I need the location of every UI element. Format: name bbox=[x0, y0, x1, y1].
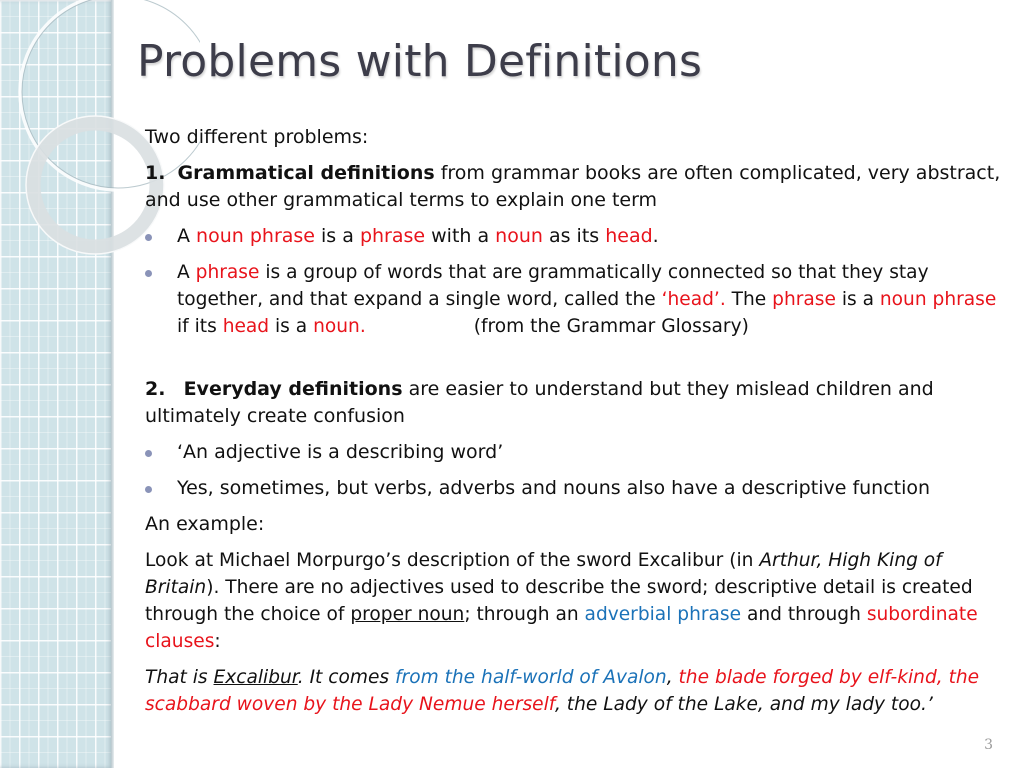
text-run: , bbox=[666, 667, 679, 688]
term-proper-noun: proper noun bbox=[350, 604, 465, 625]
text-run: ). There are no adjectives used to describe the sword; descriptive detail is created through the choice of bbox=[145, 577, 973, 625]
term-adverbial-phrase: adverbial phrase bbox=[584, 604, 742, 625]
example-paragraph bbox=[145, 547, 1005, 655]
text-run: That is bbox=[145, 667, 214, 688]
text-run: , the Lady of the Lake, and my lady too.’ bbox=[554, 694, 933, 715]
quote-subordinate-clauses: the blade forged by elf-kind, the scabbard woven by the Lady Nemue herself bbox=[145, 667, 980, 715]
term-phrase: phrase bbox=[772, 289, 836, 310]
text-run: is a bbox=[314, 225, 360, 247]
term-phrase: phrase bbox=[195, 262, 260, 283]
text-run: if its bbox=[177, 316, 223, 337]
section-1-text: from grammar books are often complicated, very abstract, and use other grammatical terms to explain one term bbox=[145, 162, 1001, 211]
page-number: 3 bbox=[984, 737, 993, 753]
bullet-dot-icon bbox=[145, 450, 152, 457]
slide-body bbox=[145, 124, 1005, 727]
text-run: . bbox=[652, 225, 659, 247]
bullet-dot-icon bbox=[145, 234, 152, 241]
source-citation: (from the Grammar Glossary) bbox=[473, 316, 749, 337]
section-2-heading: Everyday definitions bbox=[183, 378, 403, 400]
example-label: An example: bbox=[145, 513, 265, 535]
quote-adverbial-phrase: from the half-world of Avalon bbox=[395, 667, 667, 688]
excalibur-quote bbox=[145, 664, 1005, 718]
section-1-heading: Grammatical definitions bbox=[177, 162, 435, 184]
section-1-bullet-1 bbox=[145, 223, 1005, 250]
term-noun: noun bbox=[495, 225, 543, 247]
bullet-text: Yes, sometimes, but verbs, adverbs and nouns also have a descriptive function bbox=[177, 477, 931, 499]
bullet-text: ‘An adjective is a describing word’ bbox=[177, 441, 504, 463]
section-2-number: 2. bbox=[145, 378, 166, 400]
text-run: is a bbox=[269, 316, 314, 337]
text-run: with a bbox=[425, 225, 496, 247]
term-noun-phrase: noun phrase bbox=[879, 289, 997, 310]
bullet-dot-icon bbox=[145, 486, 152, 493]
section-2-bullet-1 bbox=[145, 439, 1005, 466]
section-2-bullet-2 bbox=[145, 475, 1005, 502]
bullet-dot-icon bbox=[145, 270, 152, 277]
section-2-text: are easier to understand but they mislead children and ultimately create confusion bbox=[145, 378, 934, 427]
section-1-number: 1. bbox=[145, 162, 166, 184]
text-run: is a bbox=[835, 289, 880, 310]
term-noun: noun. bbox=[313, 316, 366, 337]
intro-text: Two different problems: bbox=[145, 126, 369, 148]
section-1-bullet-2 bbox=[145, 259, 1005, 340]
text-run: ; through an bbox=[464, 604, 585, 625]
quote-proper-noun: Excalibur bbox=[213, 667, 298, 688]
text-run: A bbox=[177, 262, 196, 283]
book-title: Arthur, High King of Britain bbox=[145, 550, 942, 598]
term-head-quoted: ‘head’. bbox=[661, 289, 726, 310]
term-noun-phrase: noun phrase bbox=[196, 225, 315, 247]
text-run: Look at Michael Morpurgo’s description of the sword Excalibur (in bbox=[145, 550, 760, 571]
side-strip-edge bbox=[111, 0, 114, 768]
term-phrase: phrase bbox=[359, 225, 426, 247]
term-subordinate-clauses: subordinate clauses bbox=[145, 604, 978, 652]
section-2-paragraph bbox=[145, 376, 1005, 430]
decorative-side-strip bbox=[0, 0, 113, 768]
term-head: head bbox=[605, 225, 653, 247]
text-run: as its bbox=[542, 225, 606, 247]
text-run: and through bbox=[741, 604, 867, 625]
slide-title: Problems with Definitions bbox=[137, 36, 703, 87]
text-run: A bbox=[177, 225, 197, 247]
text-run: The bbox=[725, 289, 773, 310]
text-run: : bbox=[214, 631, 221, 652]
term-head: head bbox=[222, 316, 270, 337]
text-run: . It comes bbox=[297, 667, 396, 688]
text-run: is a group of words that are grammatically connected so that they stay together, and that expand a single word, called the bbox=[177, 262, 929, 310]
section-1-paragraph bbox=[145, 160, 1005, 214]
